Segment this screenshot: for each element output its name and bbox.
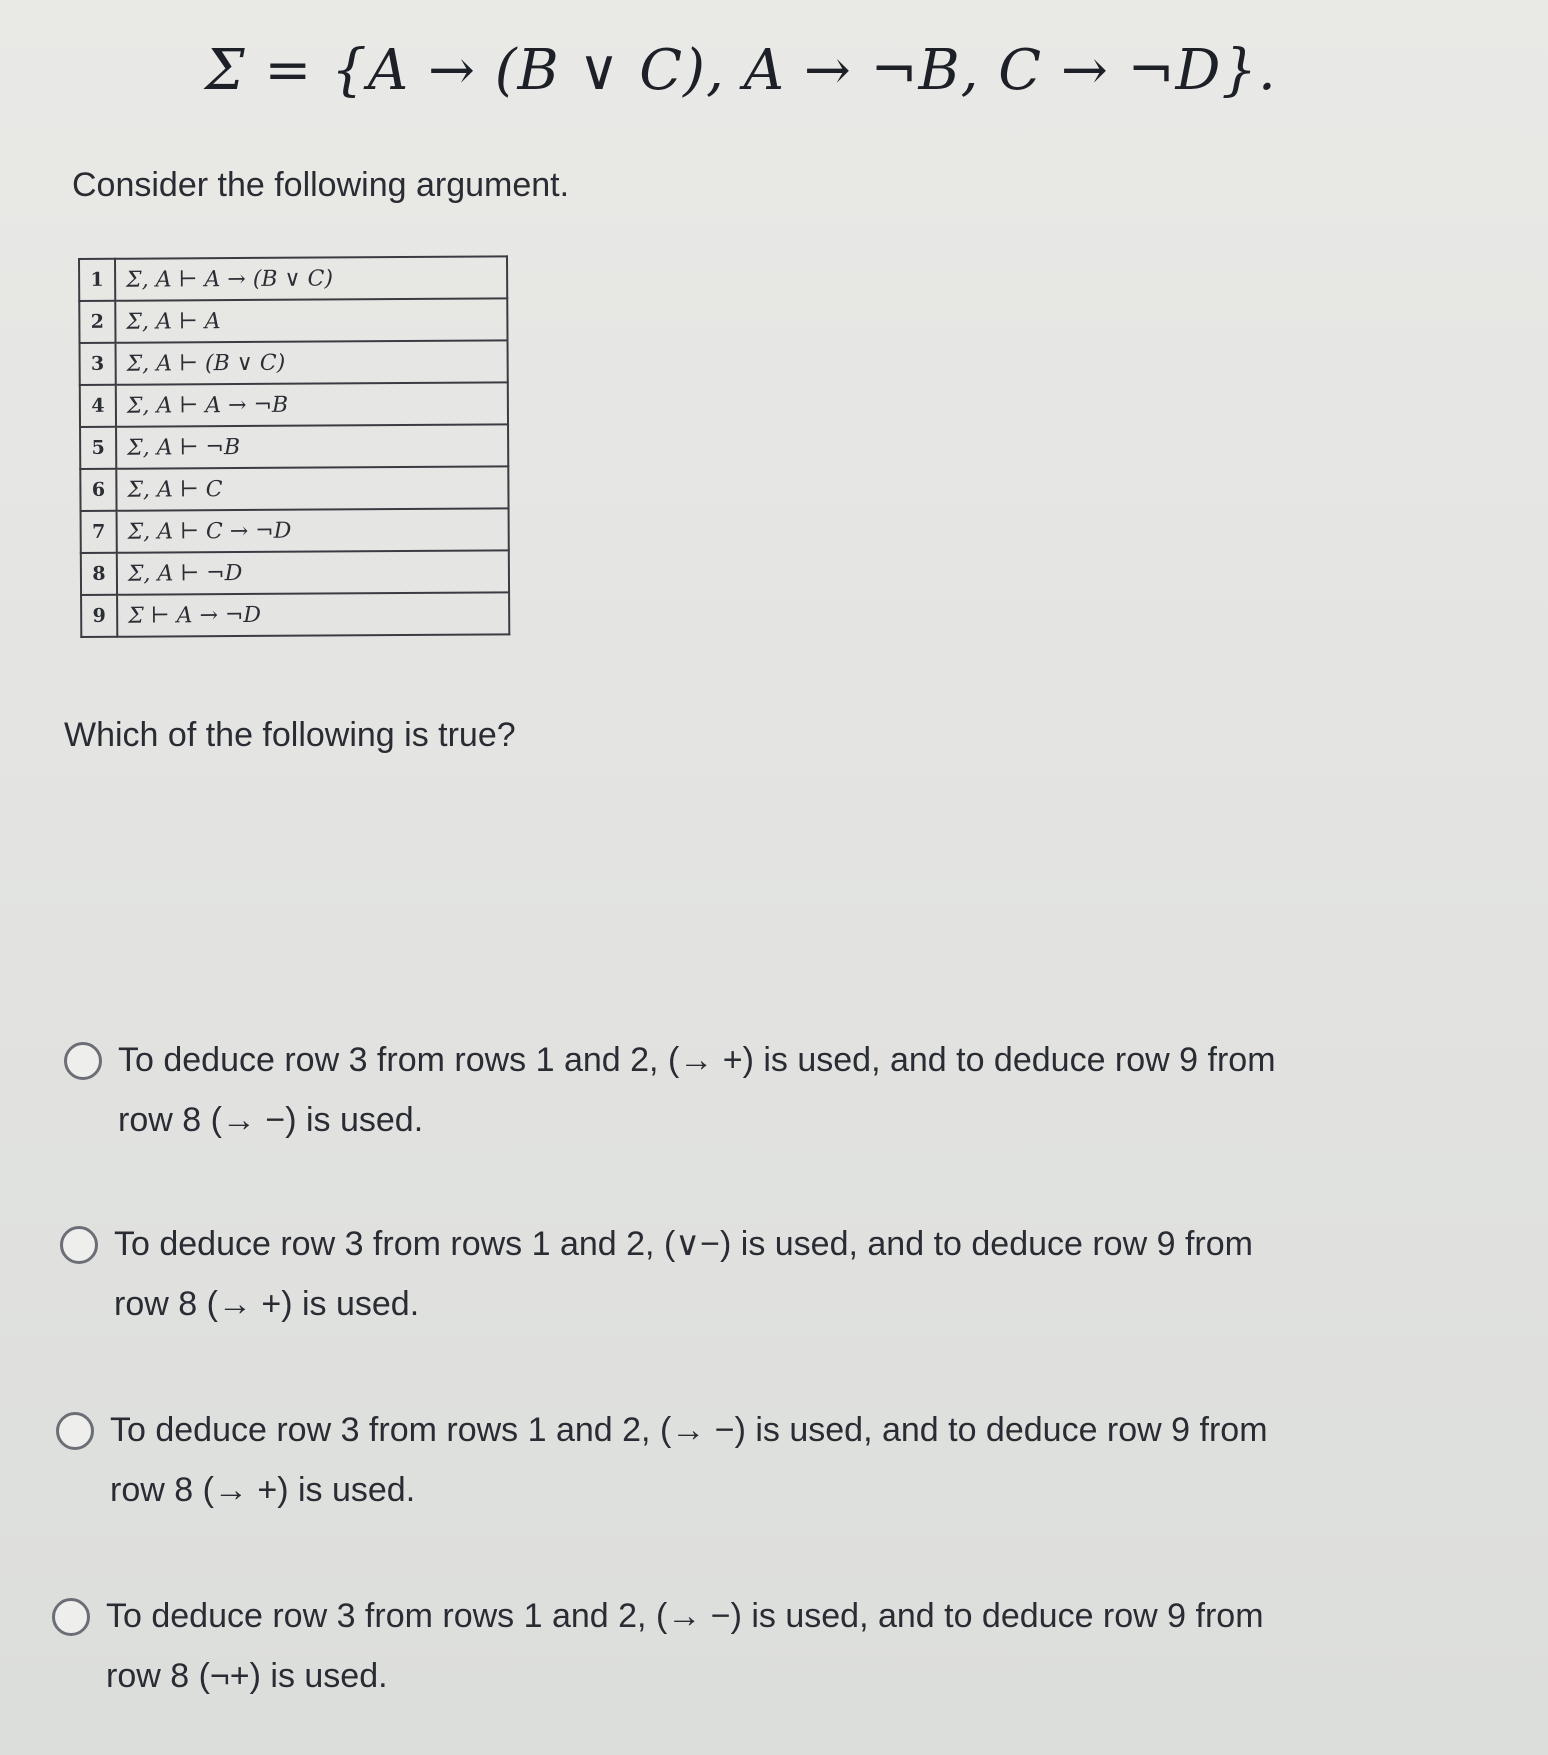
radio-button-3[interactable]: [56, 1412, 94, 1450]
table-row: [80, 382, 508, 427]
table-row: [80, 340, 508, 385]
row-formula: Σ, A ⊢ (B ∨ C): [116, 340, 508, 384]
answer-option-4[interactable]: [52, 1596, 1286, 1706]
table-row: [81, 592, 509, 637]
row-number: 9: [81, 595, 117, 637]
row-formula: Σ, A ⊢ A: [115, 298, 507, 342]
row-number: 6: [80, 469, 116, 511]
row-number: 8: [81, 553, 117, 595]
radio-button-1[interactable]: [64, 1042, 102, 1080]
row-number: 3: [80, 343, 116, 385]
table-row: [81, 550, 509, 595]
row-number: 5: [80, 427, 116, 469]
row-formula: Σ, A ⊢ ¬B: [116, 424, 508, 468]
table-row: [80, 466, 508, 511]
answer-option-2[interactable]: [60, 1224, 1294, 1334]
answer-option-3-text: To deduce row 3 from rows 1 and 2, (→ −) is used, and to deduce row 9 from row 8 (→ +) is used.: [110, 1411, 1268, 1509]
row-number: 4: [80, 385, 116, 427]
radio-button-4[interactable]: [52, 1598, 90, 1636]
answer-option-1-text: To deduce row 3 from rows 1 and 2, (→ +) is used, and to deduce row 9 from row 8 (→ −) is used.: [118, 1041, 1276, 1139]
row-number: 7: [81, 511, 117, 553]
row-formula: Σ, A ⊢ A → (B ∨ C): [115, 256, 507, 300]
table-row: [79, 298, 507, 343]
table-row: [80, 424, 508, 469]
intro-text: Consider the following argument.: [72, 166, 570, 204]
row-formula: Σ, A ⊢ ¬D: [117, 550, 509, 594]
answer-option-2-text: To deduce row 3 from rows 1 and 2, (∨−) is used, and to deduce row 9 from row 8 (→ +) is used.: [114, 1225, 1253, 1323]
row-formula: Σ, A ⊢ C → ¬D: [117, 508, 509, 552]
row-formula: Σ ⊢ A → ¬D: [117, 592, 509, 636]
answer-option-3[interactable]: [56, 1410, 1290, 1520]
proof-table: [78, 255, 510, 638]
table-row: [79, 256, 507, 301]
radio-button-2[interactable]: [60, 1226, 98, 1264]
sigma-definition: Σ = {A → (B ∨ C), A → ¬B, C → ¬D}.: [205, 38, 1277, 103]
row-number: 1: [79, 259, 115, 301]
row-number: 2: [79, 301, 115, 343]
question-text: Which of the following is true?: [64, 716, 516, 754]
row-formula: Σ, A ⊢ C: [116, 466, 508, 510]
row-formula: Σ, A ⊢ A → ¬B: [116, 382, 508, 426]
table-row: [81, 508, 509, 553]
answer-option-1[interactable]: [64, 1040, 1298, 1150]
answer-option-4-text: To deduce row 3 from rows 1 and 2, (→ −) is used, and to deduce row 9 from row 8 (¬+) is used.: [106, 1597, 1264, 1695]
